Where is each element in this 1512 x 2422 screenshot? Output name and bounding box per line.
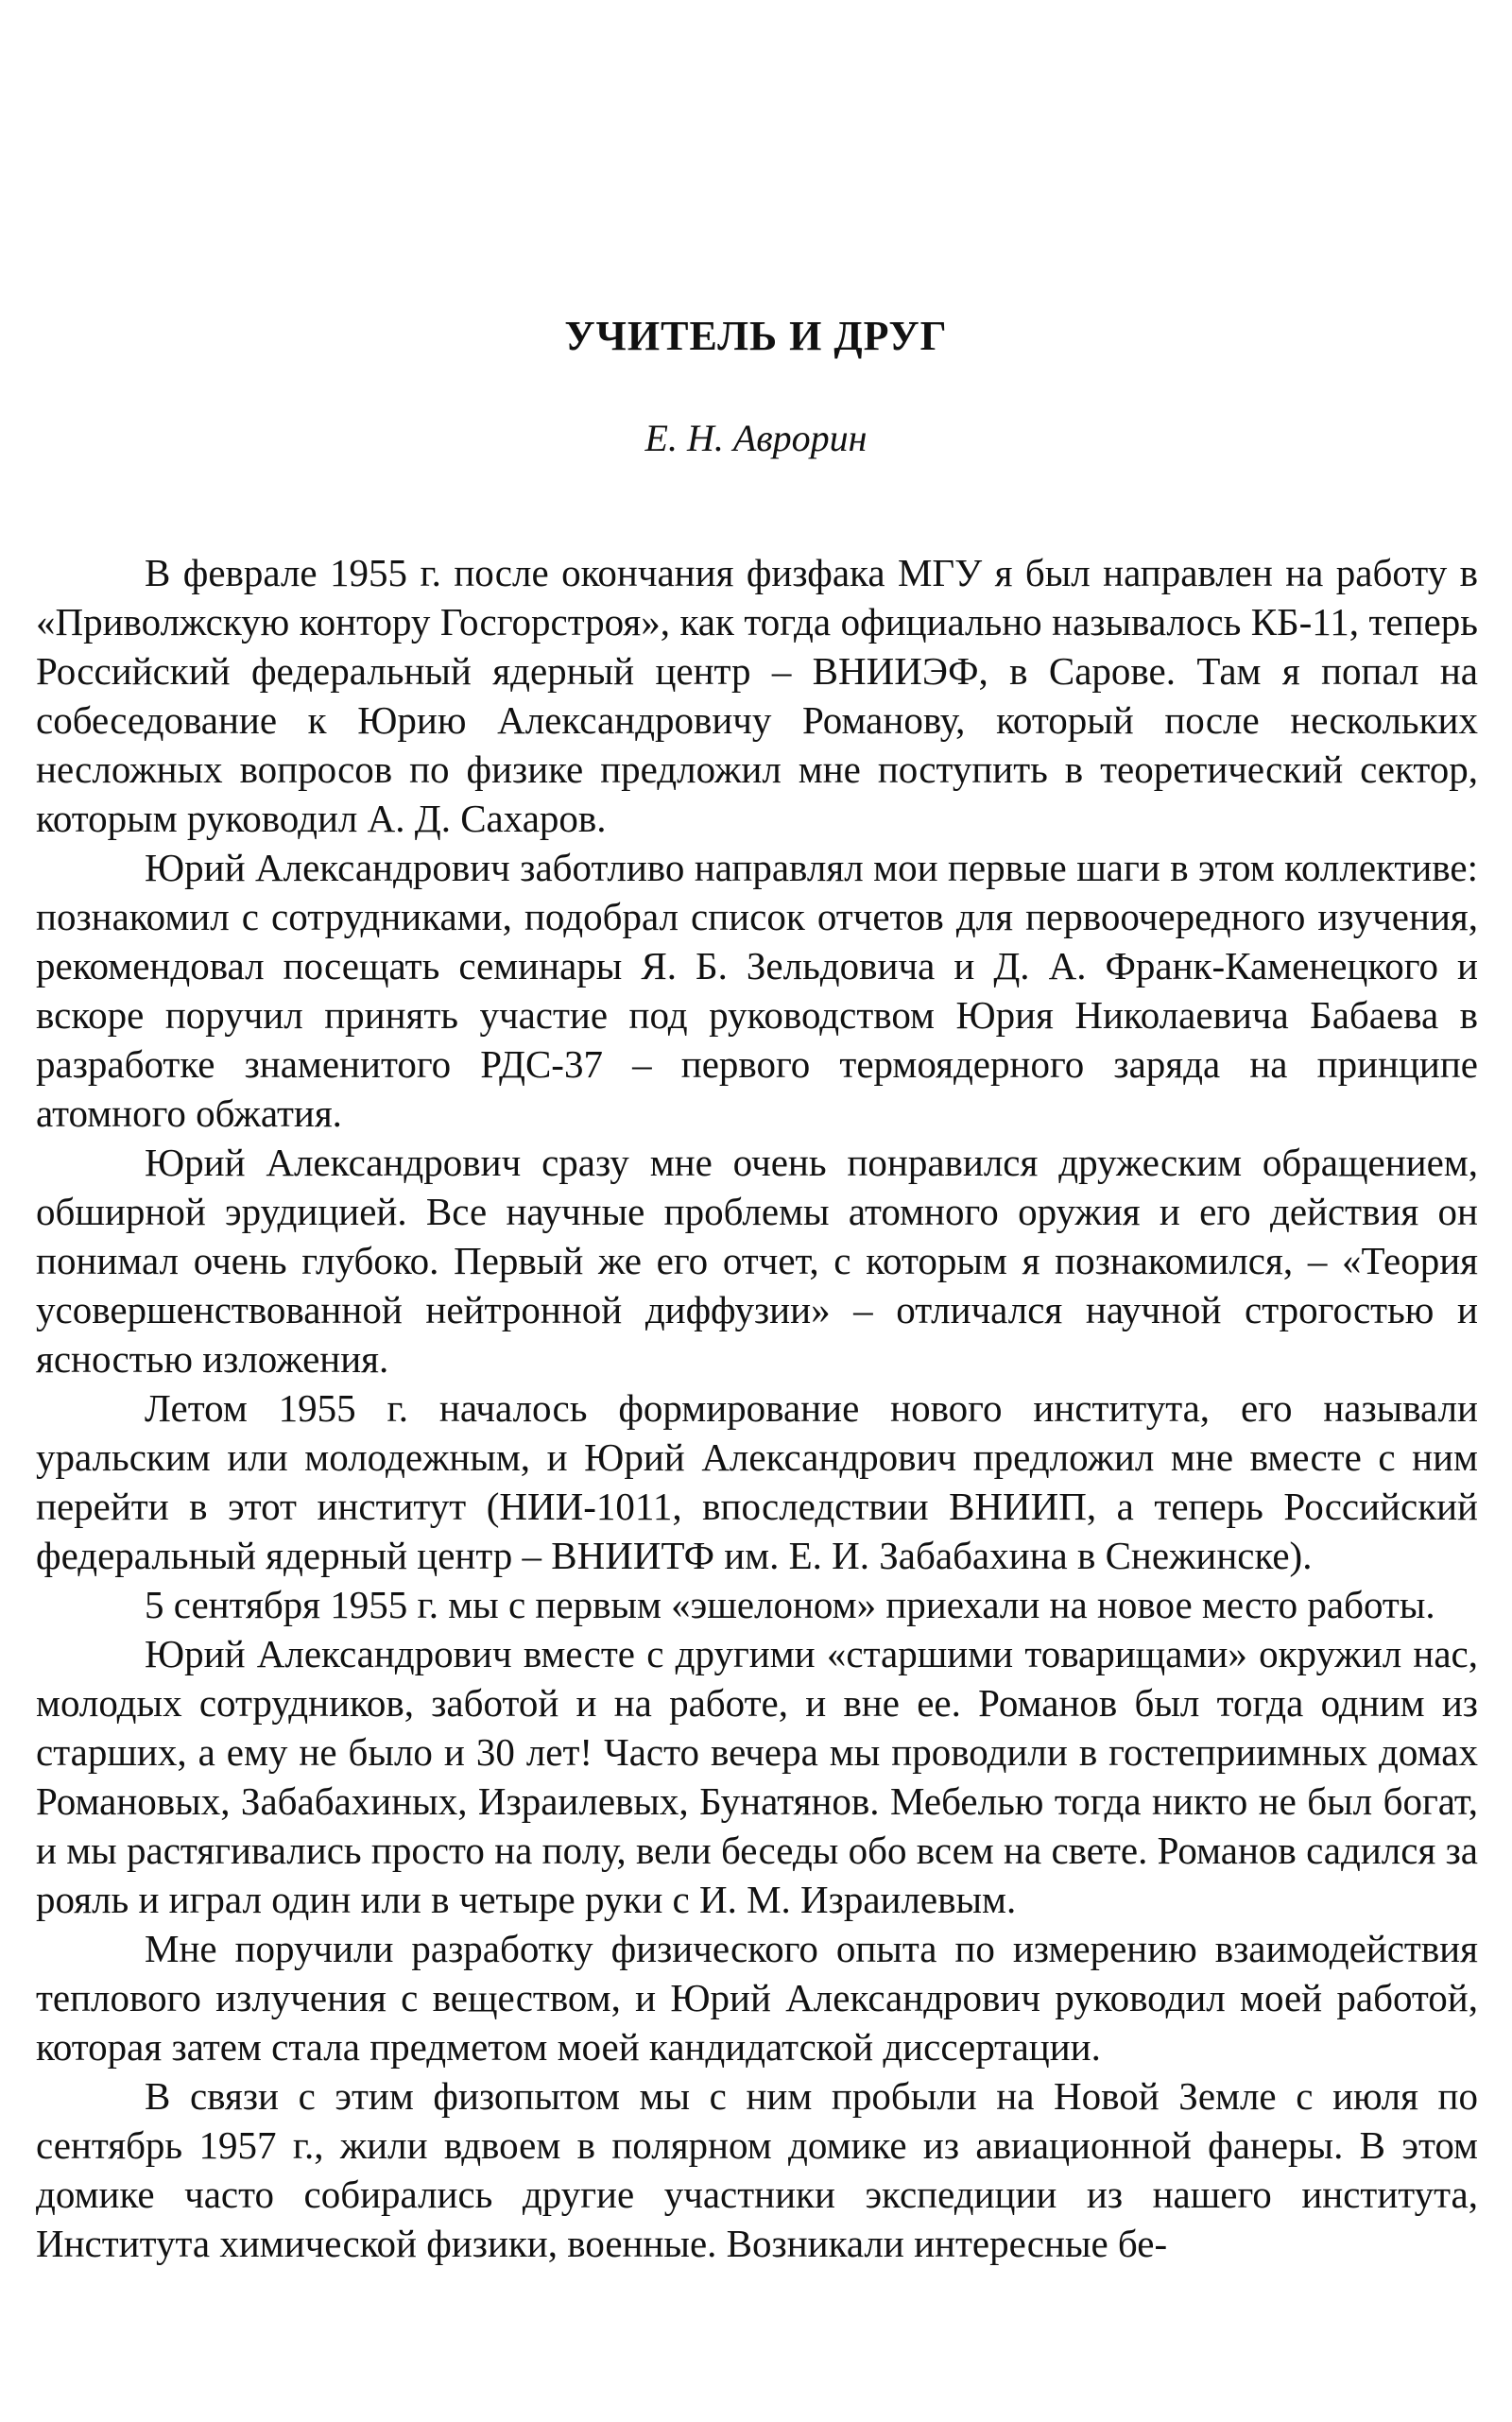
paragraph: Мне поручили разработку физического опыта по измерению взаимодействия теплового излучения с веществом, и Юрий Александрович руководил моей работой, которая затем стала предметом моей кандидатской диссертации. [36,1927,1478,2069]
paragraph: Юрий Александрович вместе с другими «старшими товарищами» окружил нас, молодых сотрудников, заботой и на работе, и вне ее. Романов был тогда одним из старших, а ему не было и 30 лет! Часто вечера мы проводили в гостеприимных домах Романовых, Забабахиных, Израилевых, Бунатянов. Мебелью тогда никто не был богат, и мы растягивались просто на полу, вели беседы обо всем на свете. Романов садился за рояль и играл один или в четыре руки с И. М. Израилевым. [36,1632,1478,1921]
paragraph: В феврале 1955 г. после окончания физфака МГУ я был направлен на работу в «Приволжскую контору Госгорстроя», как тогда официально называлось КБ-11, теперь Российский федеральный ядерный центр – ВНИИЭФ, в Сарове. Там я попал на собеседование к Юрию Александровичу Романову, который после нескольких несложных вопросов по физике предложил мне поступить в теоретический сектор, которым руководил А. Д. Сахаров. [36,551,1478,840]
paragraph: Юрий Александрович сразу мне очень понравился дружеским обращением, обширной эрудицией. Все научные проблемы атомного оружия и его действия он понимал очень глубоко. Первый же его отчет, с которым я познакомился, – «Теория усовершенствованной нейтронной диффузии» – отличался научной строгостью и ясностью изложения. [36,1141,1478,1381]
article-title: УЧИТЕЛЬ И ДРУГ [564,313,948,359]
paragraph: Летом 1955 г. началось формирование нового института, его называли уральским или молодежным, и Юрий Александрович предложил мне вместе с ним перейти в этот институт (НИИ-1011, впоследствии ВНИИП, а теперь Российский федеральный ядерный центр – ВНИИТФ им. Е. И. Забабахина в Снежинске). [36,1386,1478,1577]
article-body [36,548,1478,2268]
article-author: Е. Н. Аврорин [644,417,868,459]
paragraph: В связи с этим физопытом мы с ним пробыли на Новой Земле с июля по сентябрь 1957 г., жили вдвоем в полярном домике из авиационной фанеры. В этом домике часто собирались другие участники экспедиции из нашего института, Института химической физики, военные. Возникали интересные бе- [36,2074,1478,2265]
paragraph: Юрий Александрович заботливо направлял мои первые шаги в этом коллективе: познакомил с сотрудниками, подобрал список отчетов для первоочередного изучения, рекомендовал посещать семинары Я. Б. Зельдовича и Д. А. Франк-Каменецкого и вскоре поручил принять участие под руководством Юрия Николаевича Бабаева в разработке знаменитого РДС-37 – первого термоядерного заряда на принципе атомного обжатия. [36,846,1478,1135]
paragraph: 5 сентября 1955 г. мы с первым «эшелоном» приехали на новое место работы. [145,1583,1435,1626]
